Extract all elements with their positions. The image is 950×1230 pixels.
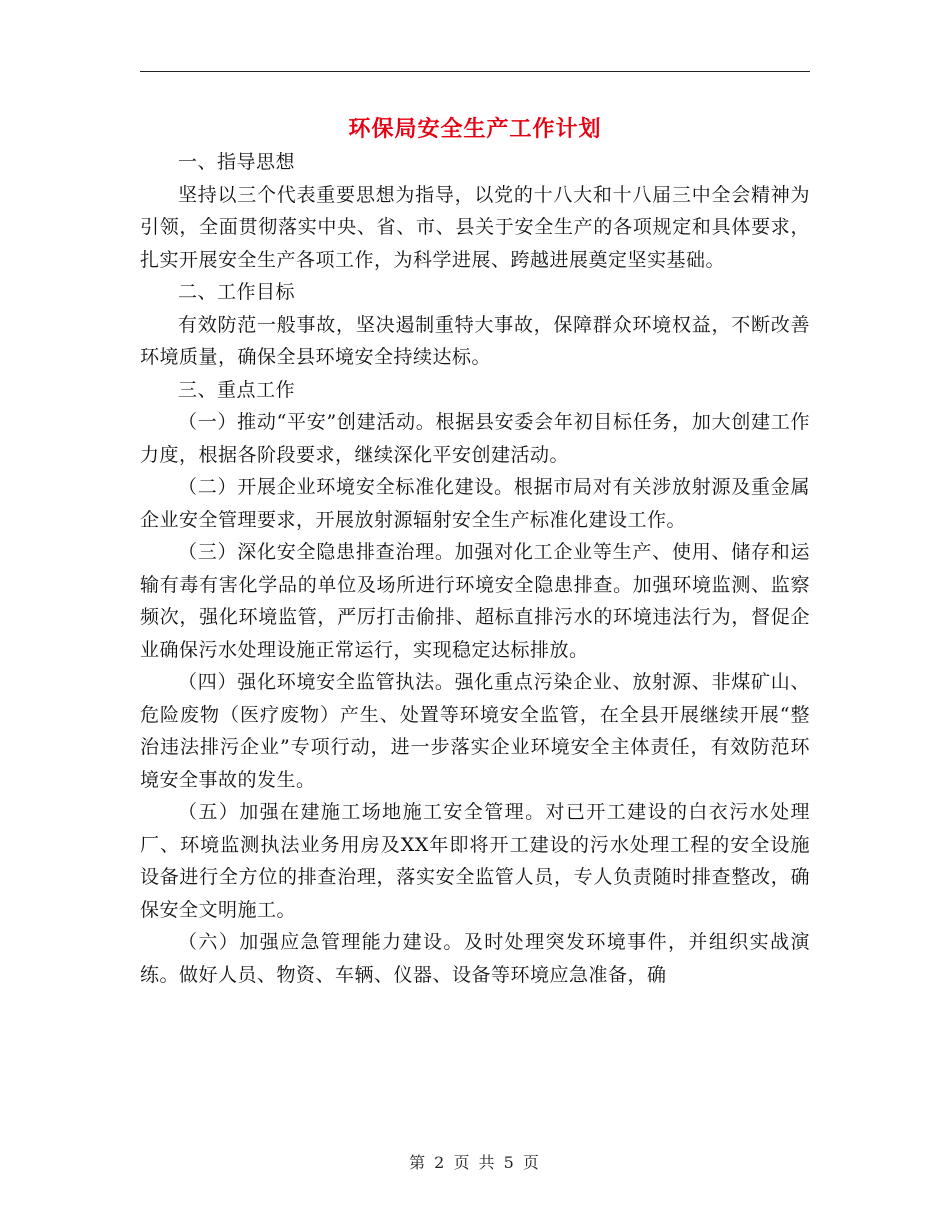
heading-work-goals: 二、工作目标	[178, 281, 296, 303]
paragraph: 坚持以三个代表重要思想为指导，以党的十八大和十八届三中全会精神为引领，全面贯彻落实中央、省、市、县关于安全生产的各项规定和具体要求，扎实开展安全生产各项工作，为科学进展、跨越进展奠定坚实基础。	[140, 183, 810, 271]
paragraph: 有效防范一般事故，坚决遏制重特大事故，保障群众环境权益，不断改善环境质量，确保全县环境安全持续达标。	[140, 313, 810, 368]
document-body	[140, 146, 810, 991]
paragraph: （三）深化安全隐患排查治理。加强对化工企业等生产、使用、储存和运输有毒有害化学品的单位及场所进行环境安全隐患排查。加强环境监测、监察频次，强化环境监管，严厉打击偷排、超标直排污水的环境违法行为，督促企业确保污水处理设施正常运行，实现稳定达标排放。	[140, 541, 810, 661]
heading-key-work: 三、重点工作	[178, 378, 296, 401]
page-number: 第 2 页 共 5 页	[409, 1153, 541, 1172]
document-title: 环保局安全生产工作计划	[348, 116, 602, 142]
header-rule	[140, 71, 810, 72]
paragraph: （六）加强应急管理能力建设。及时处理突发环境事件，并组织实战演练。做好人员、物资、车辆、仪器、设备等环境应急准备，确	[140, 931, 810, 986]
paragraph: （四）强化环境安全监管执法。强化重点污染企业、放射源、非煤矿山、危险废物（医疗废物）产生、处置等环境安全监管，在全县开展继续开展“整治违法排污企业”专项行动，进一步落实企业环境安全主体责任，有效防范环境安全事故的发生。	[140, 671, 810, 791]
paragraph: （一）推动“平安”创建活动。根据县安委会年初目标任务，加大创建工作力度，根据各阶段要求，继续深化平安创建活动。	[140, 411, 810, 466]
paragraph: （二）开展企业环境安全标准化建设。根据市局对有关涉放射源及重金属企业安全管理要求，开展放射源辐射安全生产标准化建设工作。	[140, 476, 810, 531]
paragraph: （五）加强在建施工场地施工安全管理。对已开工建设的白衣污水处理厂、环境监测执法业务用房及XX年即将开工建设的污水处理工程的安全设施设备进行全方位的排查治理，落实安全监管人员，专人负责随时排查整改，确保安全文明施工。	[140, 801, 810, 921]
heading-guiding-ideology: 一、指导思想	[178, 151, 296, 173]
